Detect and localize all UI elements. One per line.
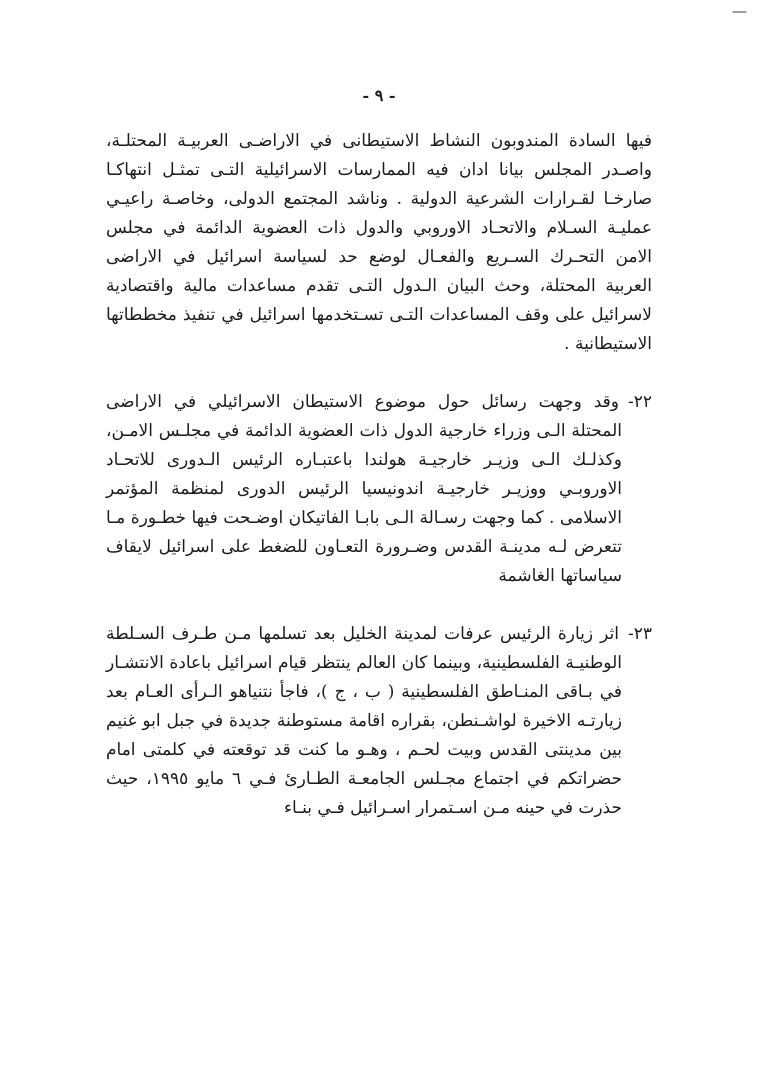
paragraph-intro — [106, 127, 652, 359]
document-body — [106, 127, 652, 852]
corner-dash-mark: — — [732, 2, 746, 20]
paragraph-text: وقد وجهت رسائل حول موضوع الاستيطان الاسرائيلي في الاراضى المحتلة الـى وزراء خارجية الدول ذات العضوية الدائمة في مجلـس الامـن، وكذلـك الـى وزيـر خارجيـة هولندا باعتبـاره الرئيس الـدورى للاتحـاد الاوروبـي ووزيـر خارجيـة اندونيسيا الرئيس الدورى لمنظمة المؤتمر الاسلامى . كما وجهت رسـالة الـى بابـا الفاتيكان اوضـحت فيها خطـورة مـا تتعرض لـه مدينـة القدس وضـرورة التعـاون للضغط على اسرائيل لايقاف سياساتها الغاشمة — [106, 392, 622, 586]
paragraph-text: فيها السادة المندوبون النشاط الاستيطانى في الاراضـى العربيـة المحتلـة، واصـدر المجلس بيانا ادان فيه الممارسات الاسرائيلية التـى تمثـل انتهاكـا صارخـا لقـرارات الشرعية الدولية . وناشد المجتمع الدولى، وخاصـة راعيـي عمليـة السـلام والاتحـاد الاوروبي والدول ذات العضوية الدائمة في مجلس الامن التحـرك السـريع والفعـال لوضع حد لسياسة اسرائيل في الاراضى العربية المحتلة، وحث البيان الـدول التـى تقدم مساعدات مالية واقتصادية لاسرائيل على وقف المساعدات التـى تسـتخدمها اسرائيل في تنفيذ مخططاتها الاستيطانية . — [106, 131, 652, 354]
paragraph-22 — [106, 388, 652, 591]
paragraph-number: ٢٣- — [627, 624, 652, 644]
paragraph-number: ٢٢- — [627, 392, 652, 412]
paragraph-text: اثر زيارة الرئيس عرفات لمدينة الخليل بعد تسلمها مـن طـرف السـلطة الوطنيـة الفلسطينية، وبينما كان العالم ينتظر قيام اسرائيل باعادة الانتشـار في بـاقى المنـاطق الفلسطينية ( ب ، ج )، فاجأ نتنياهو الـرأى العـام بعد زيارتـه الاخيرة لواشـنطن، بقراره اقامة مستوطنة جديدة في جبل ابو غنيم بين مدينتى القدس وبيت لحـم ، وهـو ما كنت قد توقعته في كلمتى امام حضراتكم في اجتماع مجـلس الجامعـة الطـارئ فـي ٦ مايو ١٩٩٥، حيث حذرت في حينه مـن اسـتمرار اسـرائيل فـي بنـاء — [106, 624, 623, 818]
paragraph-23 — [106, 620, 652, 823]
page-number: - ٩ - — [362, 86, 396, 105]
